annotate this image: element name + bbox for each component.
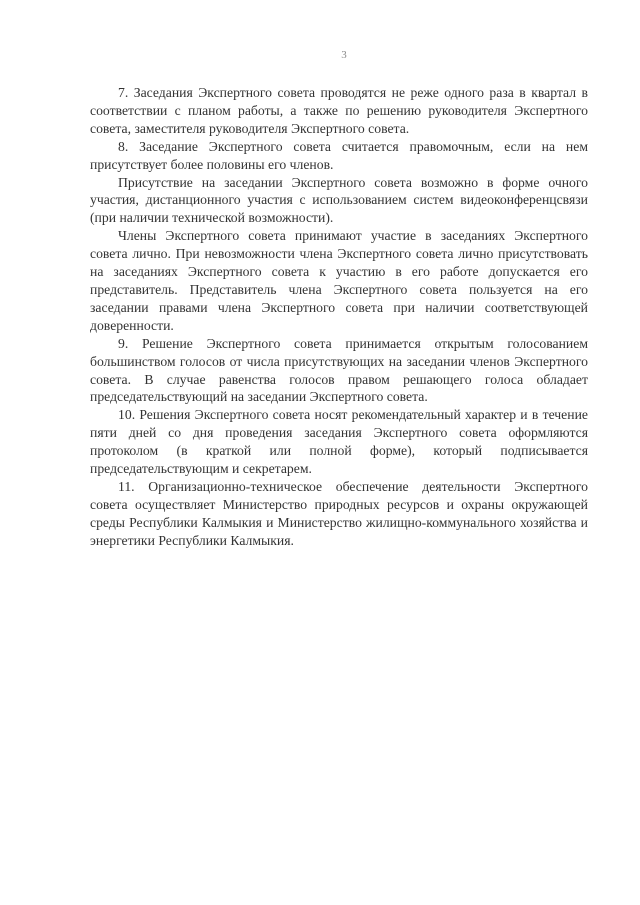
paragraph-9-voting: 9. Решение Экспертного совета принимается открытым голосованием большинством голосов от числа присутствующих на заседании членов Экспертного совета. В случае равенства голосов правом решающего голоса обладает председательствующий на заседании Экспертного совета. <box>90 335 588 405</box>
paragraph-attendance-forms: Присутствие на заседании Экспертного совета возможно в форме очного участия, дистанционного участия с использованием систем видеоконференцсвязи (при наличии технической возможности). <box>90 174 588 226</box>
paragraph-7-meetings-frequency: 7. Заседания Экспертного совета проводятся не реже одного раза в квартал в соответствии с планом работы, а также по решению руководителя Экспертного совета, заместителя руководителя Экспертного совета. <box>90 85 588 136</box>
paragraph-8-quorum: 8. Заседание Экспертного совета считается правомочным, если на нем присутствует более половины его членов. <box>90 138 588 172</box>
paragraph-10-protocol: 10. Решения Экспертного совета носят рекомендательный характер и в течение пяти дней со дня проведения заседания Экспертного совета оформляются протоколом (в краткой или полной форме), который подписывается председательствующим и секретарем. <box>90 407 588 477</box>
paragraph-11-organizational-support: 11. Организационно-техническое обеспечение деятельности Экспертного совета осуществляет Министерство природных ресурсов и охраны окружающей среды Республики Калмыкия и Министерство жилищно-коммунального хозяйства и энергетики Республики Калмыкия. <box>90 478 588 548</box>
page-number: 3 <box>341 49 347 61</box>
paragraph-personal-participation: Члены Экспертного совета принимают участие в заседаниях Экспертного совета лично. При невозможности члена Экспертного совета лично присутствовать на заседаниях Экспертного совета к участию в его работе допускается его представитель. Представитель члена Экспертного совета пользуется на его заседании правами члена Экспертного совета при наличии соответствующей доверенности. <box>90 228 588 333</box>
document-body <box>90 84 588 550</box>
